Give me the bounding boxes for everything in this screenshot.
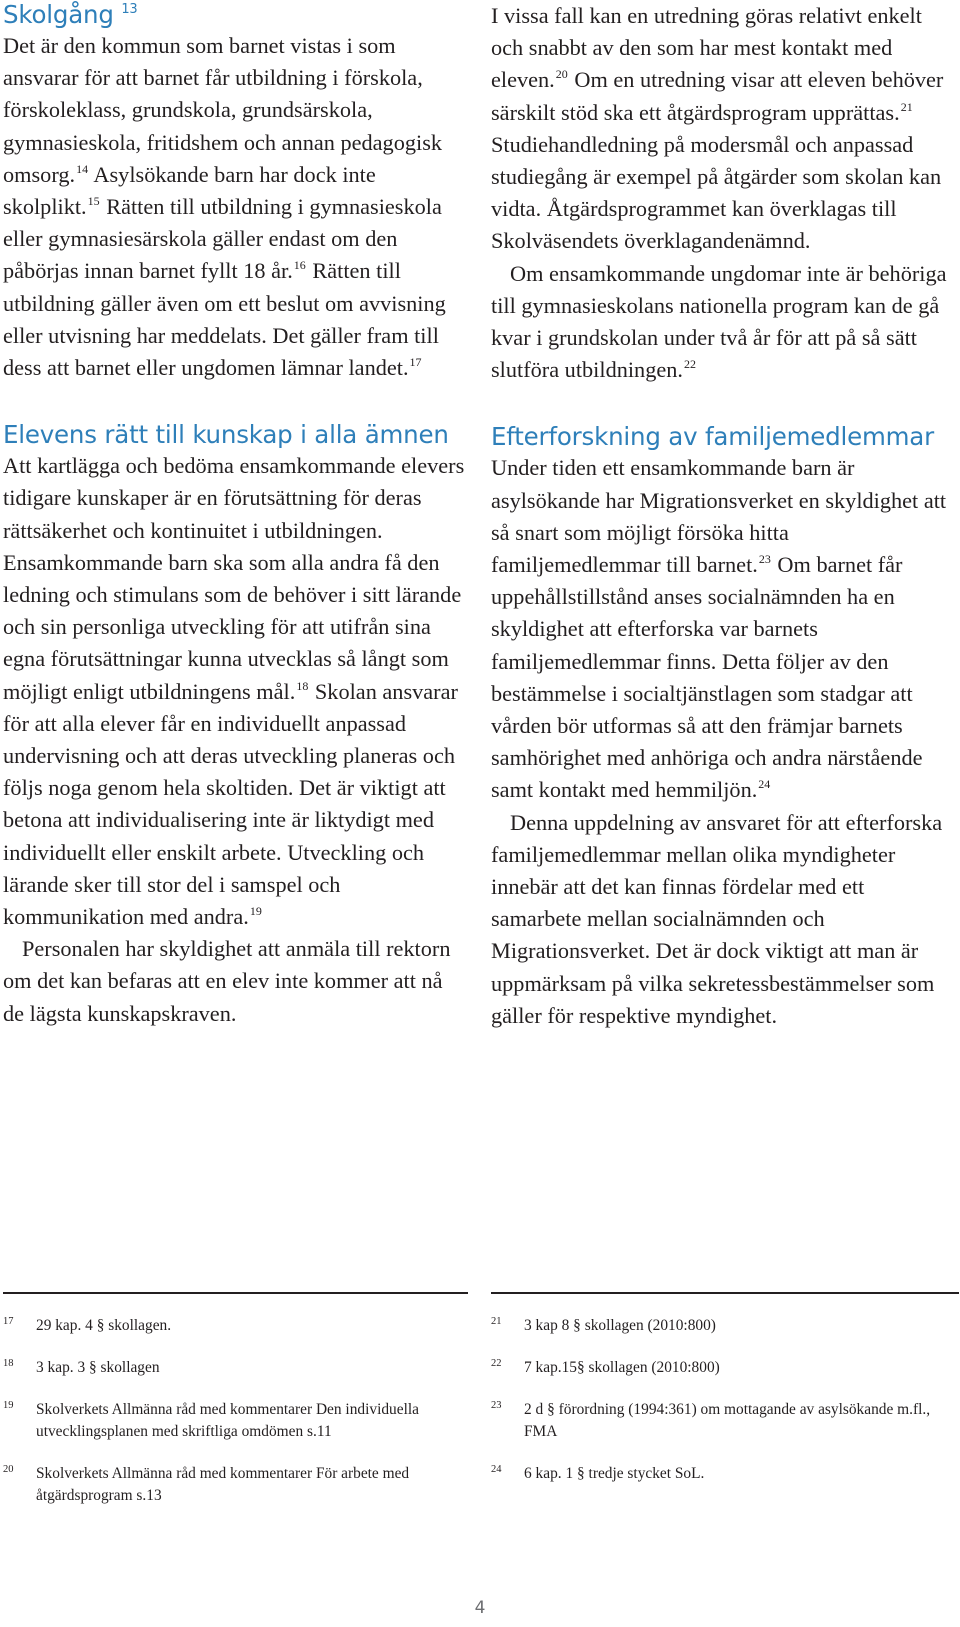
footnote-ref[interactable]: 14: [76, 161, 89, 176]
paragraph: Det är den kommun som barnet vistas i som ansvarar för att barnet får utbildning i förskola, förskoleklass, grundskola, grundsärskola, gymnasieskola, fritidshem och annan pedagogisk omsorg.$^{14}$ Asylsökande barn har dock inte skolplikt.$^{15}$ Rätten till utbildning i gymnasieskola eller gymnasiesärskola gäller endast om den påbörjas innan barnet fyllt 18 år.$^{16}$ Rätten till utbildning gäller även om ett beslut om avvisning eller utvisning har meddelats. Det gäller fram till dess att barnet eller ungdomen lämnar landet.$^{17}$: [3, 33, 446, 381]
footnote-ref[interactable]: 23: [758, 552, 771, 567]
heading-skolgang: Skolgång $^{13}$: [3, 0, 138, 29]
footnote-number: 22: [491, 1358, 502, 1369]
footnote-ref[interactable]: 24: [758, 777, 771, 792]
footnote-text: 29 kap. 4 § skollagen.: [36, 1317, 172, 1334]
footnote-number: 20: [3, 1464, 14, 1475]
footnote-text: Skolverkets Allmänna råd med kommentarer Den individuella utvecklingsplanen med skriftliga omdömen s.11: [36, 1401, 419, 1440]
footnote-item: [3, 1357, 463, 1379]
paragraph: Om ensamkommande ungdomar inte är behöriga till gymnasieskolans nationella program kan de gå kvar i grundskolan under två år för att på så sätt slutföra utbildningen.$^{22}$: [491, 260, 947, 383]
footnote-ref[interactable]: 13: [121, 2, 138, 17]
footnote-ref[interactable]: 18: [296, 678, 309, 693]
footnote-item: [491, 1357, 951, 1379]
footnote-text: 2 d § förordning (1994:361) om mottagande av asylsökande m.fl., FMA: [524, 1401, 931, 1440]
footnote-text: 3 kap 8 § skollagen (2010:800): [524, 1317, 716, 1334]
heading-efterforskning: Efterforskning av familjemedlemmar: [491, 422, 934, 452]
footnote-ref[interactable]: 16: [293, 258, 306, 273]
footnote-text: 7 kap.15§ skollagen (2010:800): [524, 1359, 720, 1376]
footnote-item: [491, 1463, 951, 1485]
footnote-number: 21: [491, 1316, 502, 1327]
footnote-number: 23: [491, 1400, 502, 1411]
footnote-item: [3, 1315, 463, 1337]
paragraph: Denna uppdelning av ansvaret för att efterforska familjemedlemmar mellan olika myndigheter innebär att det kan finnas fördelar med ett samarbete mellan socialnämnden och Migrationsverket. Det är dock viktigt att man är uppmärksam på vilka sekretessbestämmelser som gäller för respektive myndighet.: [491, 809, 943, 1028]
footnote-number: 17: [3, 1316, 14, 1327]
footnote-ref[interactable]: 20: [555, 67, 568, 82]
footnote-ref[interactable]: 17: [409, 355, 422, 370]
footnote-text: 6 kap. 1 § tredje stycket SoL.: [524, 1465, 705, 1482]
footnote-item: [3, 1399, 463, 1443]
paragraph: Att kartlägga och bedöma ensamkommande elevers tidigare kunskaper är en förutsättning för deras rättsäkerhet och kontinuitet i utbildningen. Ensamkommande barn ska som alla andra få den ledning och stimulans som de behöver i sitt lärande och sin personliga utveckling för att utifrån sina egna förutsättningar kunna utvecklas så långt som möjligt enligt utbildningens mål.$^{18}$ Skolan ansvarar för att alla elever får en individuellt anpassad undervisning och att deras utveckling planeras och följs noga genom hela skoltiden. Det är viktigt att betona att individualisering inte är liktydigt med individuellt eller enskilt arbete. Utveckling och lärande sker till stor del i samspel och kommunikation med andra.$^{19}$: [3, 453, 465, 930]
footnote-ref[interactable]: 19: [249, 904, 262, 919]
page-number: 4: [474, 1598, 486, 1618]
footnote-text: 3 kap. 3 § skollagen: [36, 1359, 160, 1376]
footnote-item: [491, 1399, 951, 1443]
footnote-number: 24: [491, 1464, 502, 1475]
paragraph: Under tiden ett ensamkommande barn är asylsökande har Migrationsverket en skyldighet att så snart som möjligt försöka hitta familjemedlemmar till barnet.$^{23}$ Om barnet får uppehållstillstånd anses socialnämnden ha en skyldighet att efterforska var barnets familjemedlemmar finns. Detta följer av den bestämmelse i socialtjänstlagen som stadgar att vården bör utformas så att den främjar barnets samhörighet med anhöriga och andra närstående samt kontakt med hemmiljön.$^{24}$: [491, 455, 947, 803]
footnote-ref[interactable]: 22: [683, 357, 696, 372]
footnotes-left: [3, 1315, 463, 1527]
paragraph: Personalen har skyldighet att anmäla till rektorn om det kan befaras att en elev inte kommer att nå de lägsta kunskapskraven.: [3, 936, 451, 1026]
footnote-number: 18: [3, 1358, 14, 1369]
footnote-text: Skolverkets Allmänna råd med kommentarer För arbete med åtgärdsprogram s.13: [36, 1465, 410, 1504]
footnote-divider: [491, 1292, 959, 1294]
footnote-ref[interactable]: 21: [900, 99, 913, 114]
footnote-divider: [3, 1292, 468, 1294]
footnotes-right: [491, 1315, 951, 1505]
footnote-ref[interactable]: 15: [87, 194, 100, 209]
footnote-item: [3, 1463, 463, 1507]
right-column: [491, 0, 953, 1032]
paragraph: I vissa fall kan en utredning göras relativt enkelt och snabbt av den som har mest kontakt med eleven.$^{20}$ Om en utredning visar att eleven behöver särskilt stöd ska ett åtgärdsprogram upprättas.$^{21}$ Studiehandledning på modersmål och anpassad studiegång är exempel på åtgärder som skolan kan vidta. Åtgärdsprogrammet kan överklagas till Skolväsendets överklagandenämnd.: [491, 3, 944, 254]
footnote-item: [491, 1315, 951, 1337]
left-column: [3, 0, 465, 1030]
footnote-number: 19: [3, 1400, 14, 1411]
heading-elevens-ratt: Elevens rätt till kunskap i alla ämnen: [3, 420, 449, 450]
